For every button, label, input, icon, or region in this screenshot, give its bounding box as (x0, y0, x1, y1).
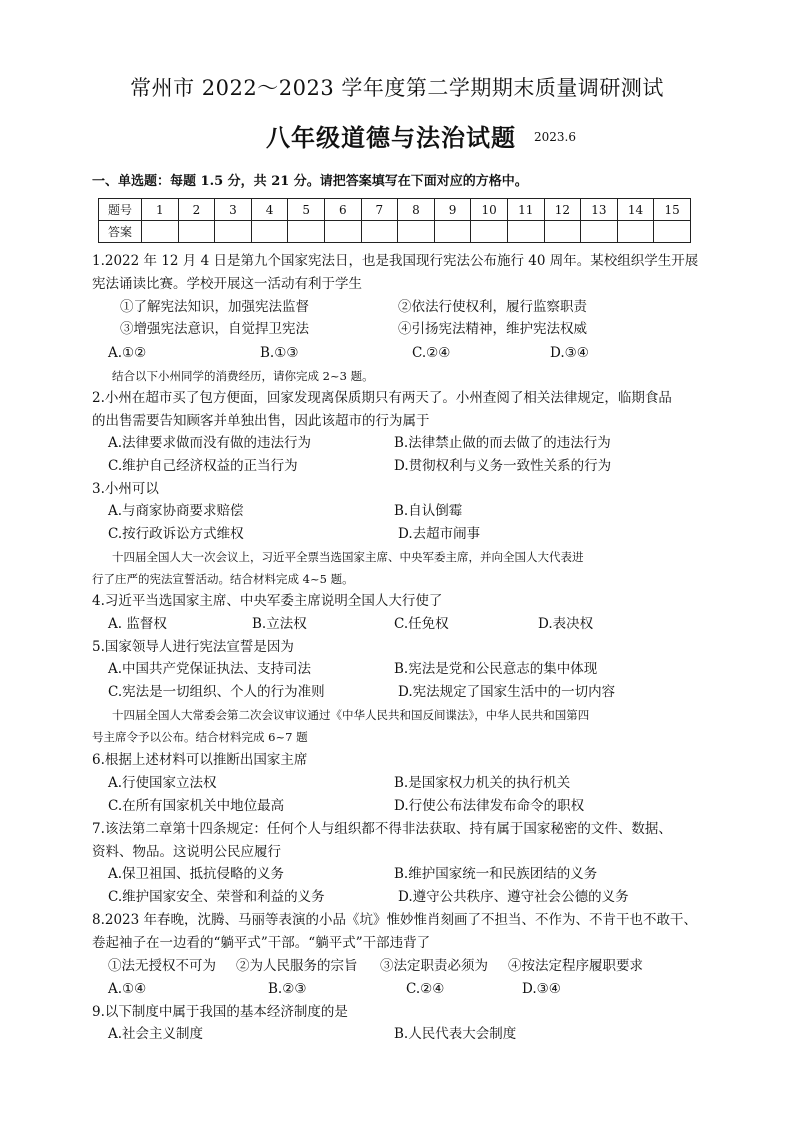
answer-choice: B.法律禁止做的而去做了的违法行为 (394, 435, 611, 451)
answer-choice: A.保卫祖国、抵抗侵略的义务 (108, 866, 285, 882)
answer-cell[interactable] (215, 221, 252, 243)
question-number-cell: 10 (471, 199, 508, 221)
answer-choice: D.宪法规定了国家生活中的一切内容 (398, 684, 616, 700)
answer-cell[interactable] (617, 221, 654, 243)
answer-table-number-row (99, 199, 691, 221)
answer-table-answer-row (99, 221, 691, 243)
statement-option: ④按法定程序履职要求 (508, 958, 643, 974)
question-stem: 宪法诵读比赛。学校开展这一活动有利于学生 (92, 276, 362, 292)
answer-cell[interactable] (471, 221, 508, 243)
question-stem: 资料、物品。这说明公民应履行 (92, 844, 281, 860)
answer-choice: C.在所有国家机关中地位最高 (108, 798, 285, 814)
question-number-cell: 1 (142, 199, 179, 221)
answer-cell[interactable] (507, 221, 544, 243)
answer-choice: D.去超市闹事 (398, 526, 481, 542)
exam-title: 常州市 2022～2023 学年度第二学期期末质量调研测试 (130, 76, 664, 100)
answer-choice: C.维护国家安全、荣誉和利益的义务 (108, 889, 325, 905)
question-stem: 7.该法第二章第十四条规定：任何个人与组织都不得非法获取、持有属于国家秘密的文件、数据、 (92, 821, 672, 837)
question-number-cell: 9 (434, 199, 471, 221)
statement-option: ③法定职责必须为 (380, 958, 488, 974)
answer-cell[interactable] (654, 221, 691, 243)
question-number-cell: 2 (178, 199, 215, 221)
answer-choice: B.维护国家统一和民族团结的义务 (394, 866, 598, 882)
question-stem: 1.2022 年 12 月 4 日是第九个国家宪法日，也是我国现行宪法公布施行 40 周年。某校组织学生开展 (92, 253, 699, 269)
question-number-cell: 6 (324, 199, 361, 221)
question-stem: 3.小州可以 (92, 481, 159, 497)
material-text: 行了庄严的宪法宣誓活动。结合材料完成 4~5 题。 (92, 572, 354, 586)
statement-option: ④引扬宪法精神，维护宪法权威 (398, 321, 587, 337)
answer-cell[interactable] (142, 221, 179, 243)
answer-cell[interactable] (251, 221, 288, 243)
answer-choice: D.贯彻权利与义务一致性关系的行为 (394, 458, 612, 474)
section-heading: 一、单选题：每题 1.5 分，共 21 分。请把答案填写在下面对应的方格中。 (92, 174, 528, 189)
answer-cell[interactable] (361, 221, 398, 243)
answer-choice: D.遵守公共秩序、遵守社会公德的义务 (398, 889, 629, 905)
question-number-cell: 4 (251, 199, 288, 221)
answer-choice: B.宪法是党和公民意志的集中体现 (394, 661, 598, 677)
answer-cell[interactable] (398, 221, 435, 243)
answer-choice: A. 监督权 (108, 616, 167, 632)
answer-cell[interactable] (178, 221, 215, 243)
question-number-cell: 15 (654, 199, 691, 221)
answer-choice: C.按行政诉讼方式维权 (108, 526, 244, 542)
answer-choice: A.社会主义制度 (108, 1026, 204, 1042)
statement-option: ②依法行使权利，履行监察职责 (398, 299, 587, 315)
question-number-cell: 12 (544, 199, 581, 221)
question-number-cell: 3 (215, 199, 252, 221)
answer-choice: A.①④ (108, 981, 147, 997)
question-number-cell: 14 (617, 199, 654, 221)
answer-choice: C.宪法是一切组织、个人的行为准则 (108, 684, 325, 700)
answer-choice: C.维护自己经济权益的正当行为 (108, 458, 298, 474)
question-stem: 的出售需要告知顾客并单独出售，因此该超市的行为属于 (92, 413, 430, 429)
answer-cell[interactable] (324, 221, 361, 243)
answer-choice: B.自认倒霉 (394, 503, 463, 519)
answer-choice: B.人民代表大会制度 (394, 1026, 517, 1042)
answer-choice: B.立法权 (252, 616, 307, 632)
material-text: 结合以下小州同学的消费经历，请你完成 2~3 题。 (112, 369, 374, 383)
question-stem: 9.以下制度中属于我国的基本经济制度的是 (92, 1004, 348, 1020)
answer-choice: B.是国家权力机关的执行机关 (394, 775, 571, 791)
answer-choice: B.②③ (268, 981, 307, 997)
answer-choice: B.①③ (260, 345, 299, 361)
material-text: 十四届全国人大常委会第二次会议审议通过《中华人民共和国反间谍法》，中华人民共和国第四 (112, 708, 590, 722)
material-text: 号主席令予以公布。结合材料完成 6~7 题 (92, 730, 308, 744)
answer-choice: A.①② (108, 345, 147, 361)
statement-option: ①法无授权不可为 (108, 958, 216, 974)
answer-choice: C.②④ (406, 981, 445, 997)
answer-choice: C.任免权 (394, 616, 449, 632)
answer-choice: D.表决权 (538, 616, 594, 632)
question-stem: 4.习近平当选国家主席、中央军委主席说明全国人大行使了 (92, 593, 443, 609)
material-text: 十四届全国人大一次会议上，习近平全票当选国家主席、中央军委主席，并向全国人大代表进 (112, 550, 584, 564)
answer-table (98, 198, 691, 243)
question-stem: 卷起袖子在一边看的“躺平式”干部。“躺平式”干部违背了 (92, 935, 431, 951)
statement-option: ②为人民服务的宗旨 (236, 958, 358, 974)
answer-choice: D.③④ (550, 345, 589, 361)
answer-choice: D.③④ (522, 981, 561, 997)
statement-option: ①了解宪法知识，加强宪法监督 (120, 299, 309, 315)
question-stem: 8.2023 年春晚，沈腾、马丽等表演的小品《坑》惟妙惟肖刻画了不担当、不作为、不肯干也不敢干、 (92, 912, 698, 928)
exam-date: 2023.6 (534, 130, 576, 144)
answer-choice: A.行使国家立法权 (108, 775, 217, 791)
question-stem: 6.根据上述材料可以推断出国家主席 (92, 752, 308, 768)
question-stem: 2.小州在超市买了包方便面，回家发现离保质期只有两天了。小州查阅了相关法律规定，临期食品 (92, 390, 672, 406)
answer-choice: A.法律要求做而没有做的违法行为 (108, 435, 312, 451)
answer-choice: A.与商家协商要求赔偿 (108, 503, 244, 519)
answer-cell[interactable] (434, 221, 471, 243)
answer-cell[interactable] (544, 221, 581, 243)
statement-option: ③增强宪法意识，自觉捍卫宪法 (120, 321, 309, 337)
question-number-cell: 13 (581, 199, 618, 221)
question-number-cell: 11 (507, 199, 544, 221)
row-label-answer: 答案 (99, 221, 142, 243)
row-label-number: 题号 (99, 199, 142, 221)
question-number-cell: 5 (288, 199, 325, 221)
answer-choice: C.②④ (412, 345, 451, 361)
question-number-cell: 7 (361, 199, 398, 221)
answer-choice: A.中国共产党保证执法、支持司法 (108, 661, 312, 677)
question-number-cell: 8 (398, 199, 435, 221)
answer-cell[interactable] (288, 221, 325, 243)
answer-cell[interactable] (581, 221, 618, 243)
exam-subtitle: 八年级道德与法治试题 (266, 123, 516, 152)
question-stem: 5.国家领导人进行宪法宣誓是因为 (92, 639, 294, 655)
answer-choice: D.行使公布法律发布命令的职权 (394, 798, 585, 814)
